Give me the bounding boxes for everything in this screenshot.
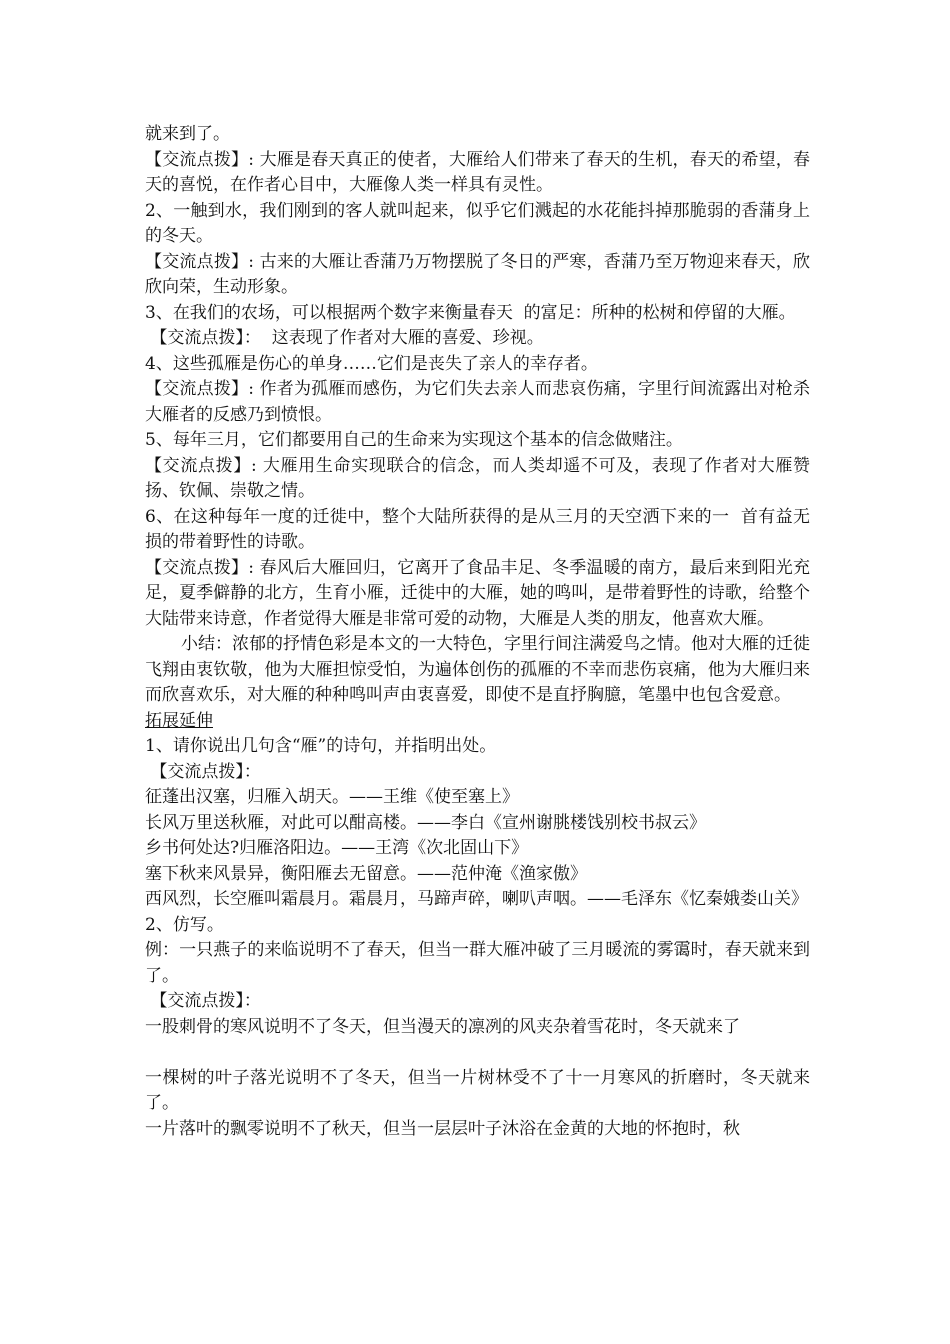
poem-line: 征蓬出汉塞，归雁入胡天。——王维《使至塞上》 (145, 787, 519, 807)
question-item: 1、请你说出几句含“雁”的诗句，并指明出处。 (145, 736, 497, 756)
poem-line: 乡书何处达?归雁洛阳边。——王湾《次北固山下》 (145, 838, 529, 858)
summary-paragraph: 小结：浓郁的抒情色彩是本文的一大特色，字里行间注满爱鸟之情。他对大雁的迁徙飞翔由衷钦敬，他为大雁担惊受怕，为遍体创伤的孤雁的不幸而悲伤哀痛，他为大雁归来而欣喜欢乐，对大雁的种种鸣叫声由衷喜爱，即使不是直抒胸臆，笔墨中也包含爱意。 (145, 634, 810, 705)
text-line: 就来到了。 (145, 124, 230, 144)
imitation-sentence: 一片落叶的飘零说明不了秋天，但当一层层叶子沐浴在金黄的大地的怀抱时，秋 (145, 1118, 740, 1139)
discussion-note: 【交流点拨】: 作者为孤雁而感伤，为它们失去亲人而悲哀伤痛，字里行间流露出对枪杀大雁者的反感乃到愤恨。 (145, 379, 810, 425)
poem-line: 西风烈，长空雁叫霜晨月。霜晨月，马蹄声碎，喇叭声咽。——毛泽东《忆秦娥娄山关》 (145, 889, 808, 909)
discussion-note: 【交流点拨】： 这表现了作者对大雁的喜爱、珍视。 (145, 328, 544, 348)
discussion-note: 【交流点拨】: 古来的大雁让香蒲乃万物摆脱了冬日的严寒，香蒲乃至万物迎来春天，欣欣向荣，生动形象。 (145, 251, 810, 297)
discussion-note: 【交流点拨】： (145, 761, 261, 782)
quote-item: 3、在我们的农场，可以根据两个数字来衡量春天 的富足：所种的松树和停留的大雁。 (145, 302, 796, 323)
discussion-note: 【交流点拨】: 大雁是春天真正的使者，大雁给人们带来了春天的生机，春天的希望，春天的喜悦，在作者心目中，大雁像人类一样具有灵性。 (145, 149, 810, 195)
document-body (145, 122, 810, 1142)
quote-item: 2、一触到水，我们刚到的客人就叫起来，似乎它们溅起的水花能抖掉那脆弱的香蒲身上的冬天。 (145, 200, 810, 246)
imitation-sentence: 一股刺骨的寒风说明不了冬天，但当漫天的凛冽的风夹杂着雪花时，冬天就来了 (145, 1016, 740, 1037)
quote-item: 5、每年三月，它们都要用自己的生命来为实现这个基本的信念做赌注。 (145, 430, 683, 450)
discussion-note: 【交流点拨】： (145, 991, 261, 1011)
discussion-note: 【交流点拨】: 大雁用生命实现联合的信念，而人类却遥不可及，表现了作者对大雁赞扬、钦佩、崇敬之情。 (145, 455, 810, 501)
discussion-note: 【交流点拨】: 春风后大雁回归，它离开了食品丰足、冬季温暖的南方，最后来到阳光充足，夏季僻静的北方，生育小雁，迁徙中的大雁，她的鸣叫，是带着野性的诗歌，给整个大陆带来诗意，作者觉得大雁是非常可爱的动物，大雁是人类的朋友，他喜欢大雁。 (145, 557, 810, 629)
poem-line: 塞下秋来风景异，衡阳雁去无留意。——范仲淹《渔家傲》 (145, 863, 587, 884)
section-heading: 拓展延伸 (145, 710, 213, 731)
quote-item: 4、这些孤雁是伤心的单身……它们是丧失了亲人的幸存者。 (145, 353, 598, 374)
example-sentence: 例：一只燕子的来临说明不了春天，但当一群大雁冲破了三月暖流的雾霭时，春天就来到了。 (145, 940, 810, 986)
poem-line: 长风万里送秋雁，对此可以酣高楼。——李白《宣州谢朓楼饯别校书叔云》 (145, 812, 706, 833)
blank-line (145, 1040, 810, 1066)
imitation-sentence: 一棵树的叶子落光说明不了冬天，但当一片树林受不了十一月寒风的折磨时，冬天就来了。 (145, 1067, 810, 1113)
quote-item: 6、在这种每年一度的迁徙中，整个大陆所获得的是从三月的天空洒下来的一 首有益无损的带着野性的诗歌。 (145, 506, 810, 552)
question-item: 2、仿写。 (145, 914, 224, 935)
